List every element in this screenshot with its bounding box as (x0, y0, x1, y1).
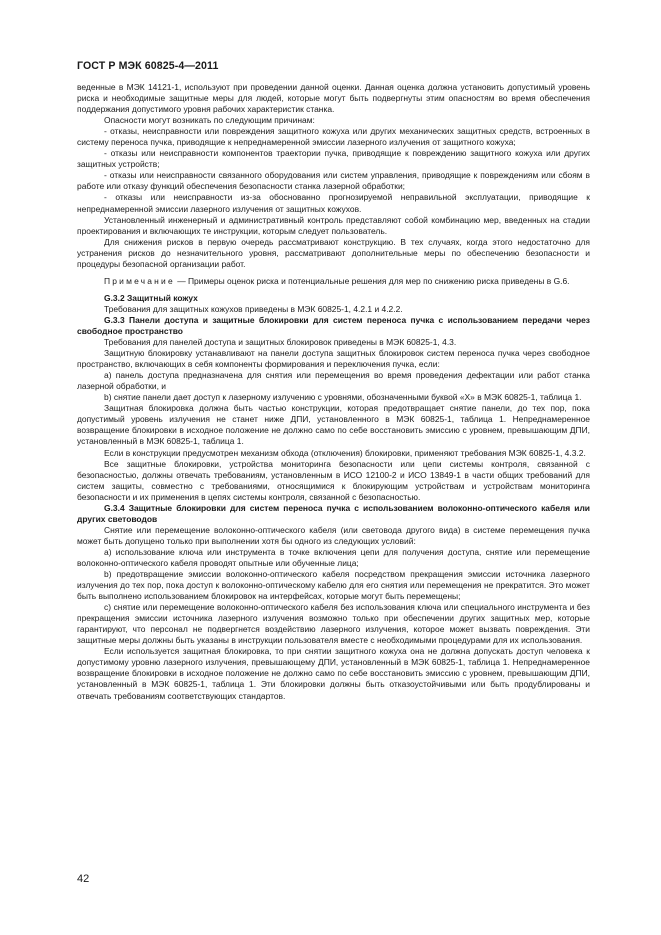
paragraph-text: веденные в МЭК 14121-1, используют при проведении данной оценки. Данная оценка должна установить допустимый уровень риска и необходимые защитные меры для людей, которые могут быть подвергнуты этим опасностям во время обеспечения поддержания допустимого уровня рабочих характеристик станка. (77, 82, 590, 115)
paragraph-text: Если в конструкции предусмотрен механизм обхода (отключения) блокировки, применяют требования МЭК 60825-1, 4.3.2. (104, 447, 586, 458)
body-paragraph (77, 370, 590, 392)
paragraph-text: Защитная блокировка должна быть частью конструкции, которая предотвращает снятие панели, до тех пор, пока допустимый уровень излучения не станет ниже ДПИ, установленного в МЭК 60825-1, таблица 1. Непреднамеренное возвращение блокировки в исходное положение не должно само по себе восстановить эмиссию с уровнем, превышающим ДПИ, установленный в МЭК 60825-1, таблица 1. (77, 403, 590, 447)
document-header: ГОСТ Р МЭК 60825-4—2011 (77, 60, 219, 72)
paragraph-text: G.3.4 Защитные блокировки для систем переноса пучка с использованием волоконно-оптического кабеля или других световодов (77, 502, 590, 524)
body-paragraph (77, 337, 590, 348)
paragraph-text: Если используется защитная блокировка, то при снятии защитного кожуха она не должна допускать доступ человека к допустимому уровню лазерного излучения, превышающему ДПИ, установленный в МЭК 60825-1, таблица 1. Непреднамеренное возвращение блокировки в исходное положение не должно само по себе восстановить эмиссию с уровнем, превышающим ДПИ, установленный в МЭК 60825-1, таблица 1. Эти блокировки должны быть отказоустойчивыми или быть продублированы и отвечать требованиям соответствующих стандартов. (77, 646, 590, 701)
paragraph-text: Требования для панелей доступа и защитных блокировок приведены в МЭК 60825-1, 4.3. (104, 337, 457, 348)
paragraph-text: b) предотвращение эмиссии волоконно-оптического кабеля посредством прекращения эмиссии источника лазерного излучения до тех пор, пока доступ к волоконно-оптическому кабелю для его снятия или перемещения не прекратится. Это может быть выполнено использованием блокировок на интерфейсах, которые могут быть перемещены; (77, 569, 590, 602)
body-paragraph (77, 602, 590, 646)
body-paragraph (77, 646, 590, 701)
body-paragraph (77, 304, 590, 315)
section-heading (77, 315, 590, 337)
body-paragraph (77, 148, 590, 170)
paragraph-text: a) панель доступа предназначена для снятия или перемещения во время проведения дефектации или работ станка лазерной обработки, и (77, 370, 590, 392)
paragraph-text: G.3.3 Панели доступа и защитные блокировки для систем переноса пучка с использованием передачи через свободное пространство (77, 314, 590, 336)
paragraph-text: Снятие или перемещение волоконно-оптического кабеля (или световода другого вида) в системе перемещения пучка может быть допущено только при выполнении хотя бы одного из следующих условий: (77, 524, 590, 546)
paragraph-text: - отказы или неисправности из-за обоснованно прогнозируемой неправильной эксплуатации, приводящие к непреднамеренной эмиссии лазерного излучения от защитных кожухов. (77, 192, 590, 214)
body-paragraph (77, 115, 590, 126)
paragraph-text: G.3.2 Защитный кожух (104, 292, 198, 303)
body-paragraph (77, 82, 590, 115)
section-heading (77, 293, 590, 304)
paragraph-text: Для снижения рисков в первую очередь рассматривают конструкцию. В тех случаях, когда этого недостаточно для устранения рисков до незначительного уровня, рассматривают дополнительные меры по обеспечению безопасности и процедуры безопасной организации работ. (77, 236, 590, 269)
note-paragraph (77, 276, 590, 287)
body-paragraph (77, 348, 590, 370)
paragraph-text: - отказы, неисправности или повреждения защитного кожуха или других механических защитных средств, встроенных в систему переноса пучка, приводящие к непреднамеренной эмиссии лазерного излучения от защитного кожуха; (77, 126, 590, 148)
body-paragraph (77, 525, 590, 547)
paragraph-text: Установленный инженерный и административный контроль представляют собой комбинацию мер, введенных на стадии проектирования и включающих те инструкции, которым следует пользователь. (77, 214, 590, 236)
paragraph-text: a) использование ключа или инструмента в точке включения цепи для получения доступа, снятие или перемещение волоконно-оптического кабеля проводят опытные или обученные лица; (77, 546, 590, 568)
body-paragraph (77, 192, 590, 214)
paragraph-text: b) снятие панели дает доступ к лазерному излучению с уровнями, обозначенными буквой «Х» в МЭК 60825-1, таблица 1. (104, 392, 582, 403)
body-paragraph (77, 170, 590, 192)
paragraph-text: - отказы или неисправности связанного оборудования или систем управления, приводящие к повреждениям или сбоям в работе или отказу функций обеспечения безопасности станка лазерной обработки; (77, 170, 590, 192)
paragraph-text: Опасности могут возникать по следующим причинам: (104, 115, 315, 126)
body-paragraph (77, 547, 590, 569)
paragraph-text: Защитную блокировку устанавливают на панели доступа защитных блокировок систем переноса пучка через свободное пространство, включающих в себя компоненты формирования и переключения пучка, если: (77, 348, 590, 370)
body-paragraph (77, 569, 590, 602)
body-paragraph (77, 392, 590, 403)
body-paragraph (77, 459, 590, 503)
page-number: 42 (77, 873, 90, 885)
body-paragraph (77, 403, 590, 447)
body-paragraph (77, 237, 590, 270)
paragraph-text: Требования для защитных кожухов приведены в МЭК 60825-1, 4.2.1 и 4.2.2. (104, 303, 403, 314)
body-paragraph (77, 126, 590, 148)
document-body (77, 82, 590, 702)
section-heading (77, 503, 590, 525)
body-paragraph (77, 215, 590, 237)
paragraph-text: c) снятие или перемещение волоконно-оптического кабеля без использования ключа или специального инструмента и без прекращения эмиссии источника лазерного излучения возможно только при обеспечении других защитных мер, которые гарантируют, что персонал не подвергнется воздействию лазерного излучения, которое может вызвать повреждения. Эти защитные меры должны быть указаны в инструкции пользователя вместе с необходимыми процедурами для их использования. (77, 602, 590, 646)
paragraph-text: — Примеры оценок риска и потенциальные решения для мер по снижению риска приведены в G.6. (174, 275, 570, 286)
paragraph-text: - отказы или неисправности компонентов траектории пучка, приводящие к повреждению защитного кожуха или других защитных устройств; (77, 148, 590, 170)
body-paragraph (77, 448, 590, 459)
paragraph-text: Все защитные блокировки, устройства мониторинга безопасности или цепи системы контроля, связанной с безопасностью, должны отвечать требованиям, установленным в ИСО 12100-2 и ИСО 13849-1 в части общих требований для систем защиты, совместно с требованиями, относящимися к блокирующим устройствам и устройствам мониторинга безопасности и их применения в цепях системы контроля, связанной с безопасностью. (77, 458, 590, 502)
note-label: Примечание (104, 275, 175, 286)
